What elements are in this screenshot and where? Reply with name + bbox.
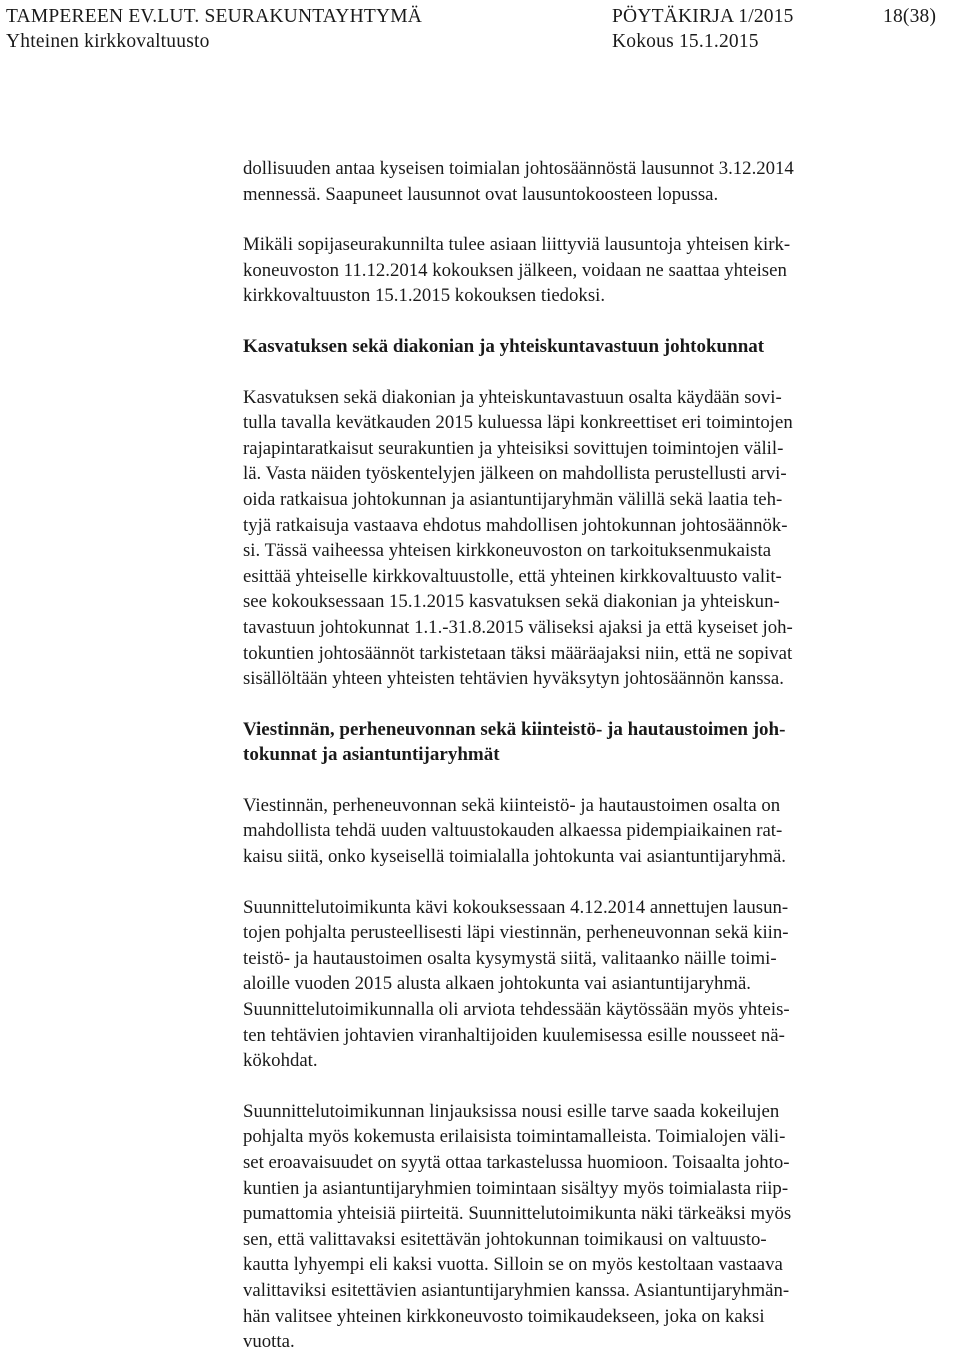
section-heading-education-diaconia: Kasvatuksen sekä diakonian ja yhteiskuntavastuun johtokunnat (243, 335, 765, 357)
paragraph-education-diaconia: Kasvatuksen sekä diakonian ja yhteiskuntavastuun osalta käydään sovi- tulla tavalla kevätkauden 2015 kuluessa läpi konkreettiset eri toimintojen rajapintaratkaisut seurakuntien ja yhteisiksi sovittujen toimintojen välil- lä. Vasta näiden työskentelyjen jälkeen on mahdollista perustellusti arvi- oida ratkaisua johtokunnan ja asiantuntijaryhmän välillä sekä laatia teh- tyjä ratkaisuja vastaava ehdotus mahdollisen johtokunnan johtosäännök- si. Tässä vaiheessa yhteisen kirkkoneuvoston on tarkoituksenmukaista esittää yhteiselle kirkkovaltuustolle, että yhteinen kirkkovaltuusto valit- see kokouksessaan 15.1.2015 kasvatuksen sekä diakonian ja yhteiskun- tavastuun johtokunnat 1.1.-31.8.2015 väliseksi ajaksi ja että kyseiset joh- tokuntien johtosäännöt tarkistetaan täksi määräajaksi niin, että ne sopivat sisällöltään yhteen yhteisten tehtävien hyväksytyn johtosäännön kanssa. (243, 386, 793, 690)
paragraph-late-statements: Mikäli sopijaseurakunnilta tulee asiaan liittyviä lausuntoja yhteisen kirk- koneuvoston 11.12.2014 kokouksen jälkeen, voidaan ne saattaa yhteisen kirkkovaltuuston 15.1.2015 kokouksen tiedoksi. (243, 234, 791, 307)
body-name: Yhteinen kirkkovaltuusto (6, 31, 210, 52)
header-row-1 (6, 4, 950, 29)
section-heading-communications: Viestinnän, perheneuvonnan sekä kiinteistö- ja hautaustoimen joh- tokunnat ja asiantuntijaryhmät (243, 718, 786, 766)
paragraph-communications: Viestinnän, perheneuvonnan sekä kiinteistö- ja hautaustoimen osalta on mahdollista tehdä uuden valtuustokauden alkaessa pidempiaikainen rat- kaisu siitä, onko kyseisellä toimialalla johtokunta vai asiantuntijaryhmä. (243, 794, 786, 868)
meeting-date: Kokous 15.1.2015 (612, 31, 759, 52)
header-row-2 (6, 29, 950, 54)
page-header (6, 4, 950, 54)
organization-name: TAMPEREEN EV.LUT. SEURAKUNTAYHTYMÄ (6, 6, 423, 27)
page-number: 18(38) (883, 6, 937, 27)
paragraph-planning-committee: Suunnittelutoimikunta kävi kokouksessaan 4.12.2014 annettujen lausun- tojen pohjalta perusteellisesti läpi viestinnän, perheneuvonnan sekä kiin- teistö- ja hautaustoimen osalta kysymystä siitä, valitaanko näille toimi- aloille vuoden 2015 alusta alkaen johtokunta vai asiantuntijaryhmä. Suunnittelutoimikunnalla oli arviota tehdessään käytössään myös yhteis- ten tehtävien johtavien viranhaltijoiden kuulemisessa esille nousseet nä- kökohdat. (243, 896, 790, 1072)
document-body (243, 156, 908, 1355)
paragraph-committee-policies: Suunnittelutoimikunnan linjauksissa nousi esille tarve saada kokeilujen pohjalta myös kokemusta erilaisista toimintamalleista. Toimialojen väli- set eroavaisuudet on syytä ottaa tarkastelussa huomioon. Toisaalta johto- kuntien ja asiantuntijaryhmien toimintaan sisältyy myös toimialasta riip- pumattomia yhteisiä piirteitä. Suunnittelutoimikunta näki tärkeäksi myös sen, että valittavaksi esitettävän johtokunnan toimikausi on valtuusto- kautta lyhyempi eli kaksi vuotta. Silloin se on myös kestoltaan vastaava valittaviksi esitettävien asiantuntijaryhmien kanssa. Asiantuntijaryhmän- hän valitsee yhteinen kirkkoneuvosto toimikaudekseen, joka on kaksi vuotta. (243, 1100, 792, 1353)
paragraph-statements-deadline: dollisuuden antaa kyseisen toimialan johtosäännöstä lausunnot 3.12.2014 mennessä. Saapuneet lausunnot ovat lausuntokoosteen lopussa. (243, 158, 794, 205)
document-type: PÖYTÄKIRJA 1/2015 (612, 6, 794, 27)
